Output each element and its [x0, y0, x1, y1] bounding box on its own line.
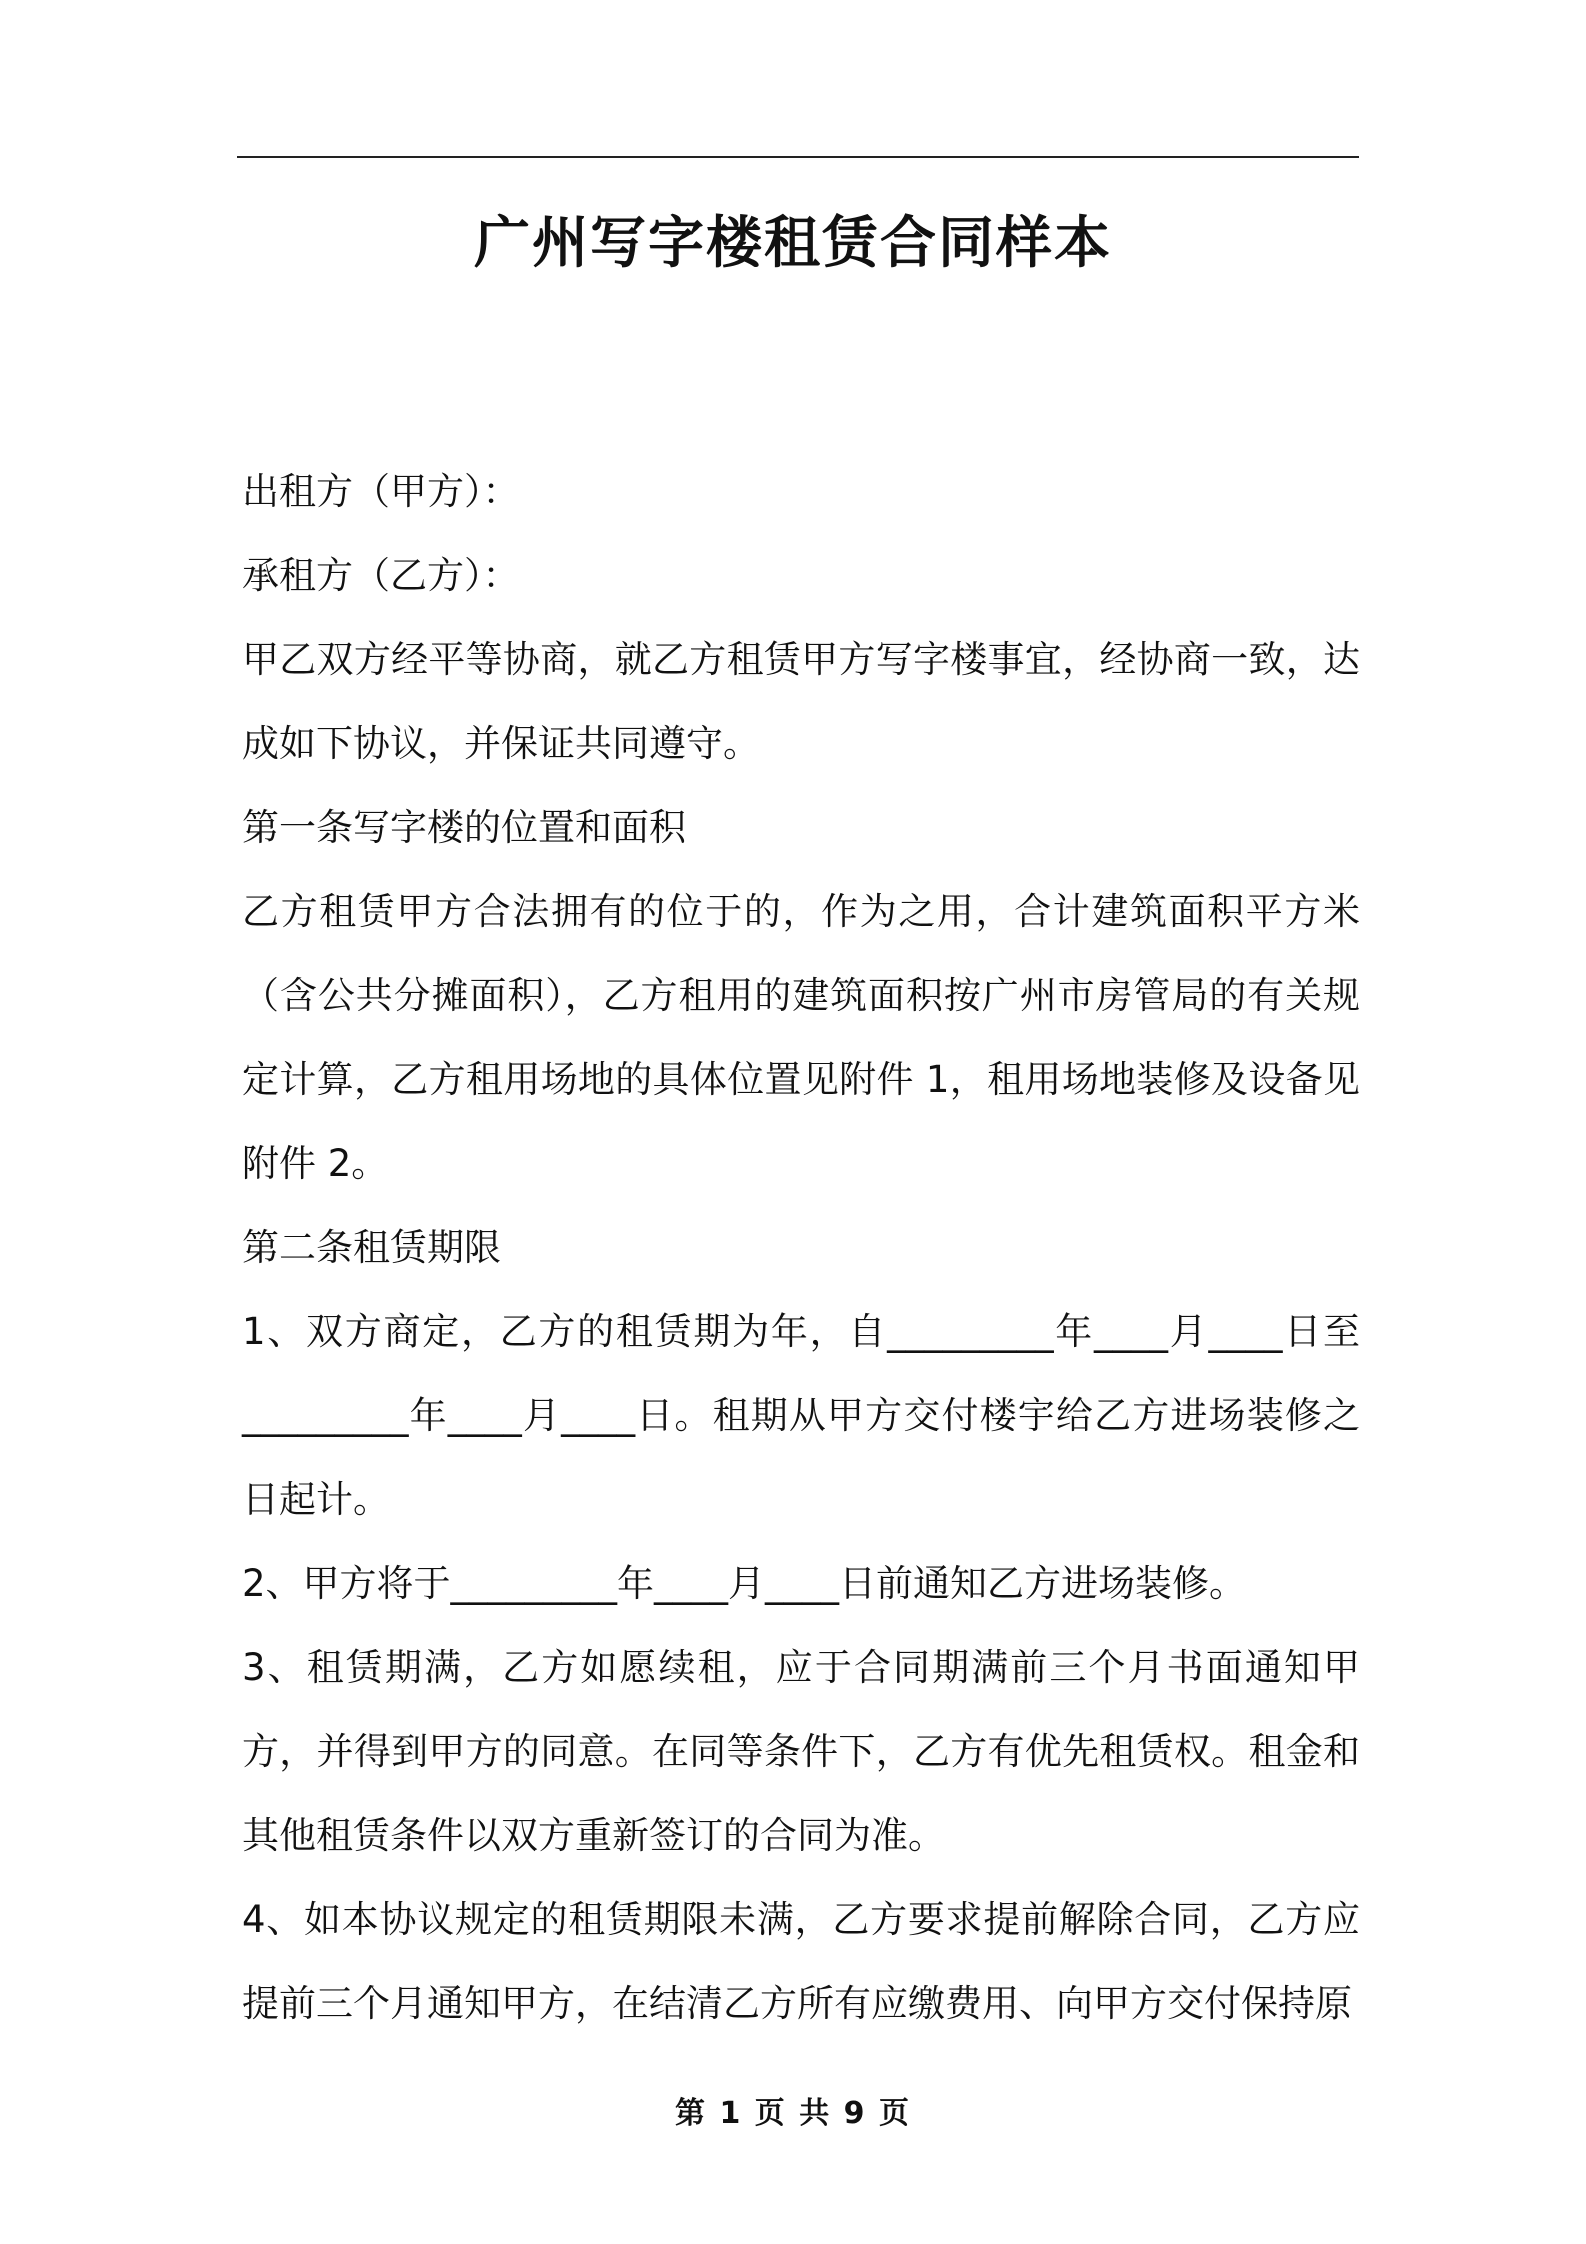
article-2-clause-4: 4、如本协议规定的租赁期限未满，乙方要求提前解除合同，乙方应提前三个月通知甲方，在结清乙方所有应缴费用、向甲方交付保持原 — [242, 1898, 1360, 2025]
article-1-text: 乙方租赁甲方合法拥有的位于的，作为之用，合计建筑面积平方米（含公共分摊面积），乙方租用的建筑面积按广州市房管局的有关规定计算，乙方租用场地的具体位置见附件 1，租用场地装修及设备见附件 2。 — [242, 890, 1360, 1185]
document-body — [242, 450, 1360, 2046]
document-title: 广州写字楼租赁合同样本 — [474, 211, 1112, 276]
paragraph-lessor: 出租方（甲方）： — [242, 470, 520, 513]
article-1-heading: 第一条写字楼的位置和面积 — [242, 806, 686, 849]
article-2-clause-3: 3、租赁期满，乙方如愿续租，应于合同期满前三个月书面通知甲方，并得到甲方的同意。在同等条件下，乙方有优先租赁权。租金和其他租赁条件以双方重新签订的合同为准。 — [242, 1646, 1360, 1857]
paragraph-preamble: 甲乙双方经平等协商，就乙方租赁甲方写字楼事宜，经协商一致，达成如下协议，并保证共同遵守。 — [242, 638, 1360, 765]
article-2-heading: 第二条租赁期限 — [242, 1226, 501, 1269]
article-2-clause-1: 1、双方商定，乙方的租赁期为年，自_________年____月____日至_________年____月____日。租期从甲方交付楼宇给乙方进场装修之日起计。 — [242, 1310, 1360, 1521]
header-rule — [237, 156, 1359, 158]
article-2-clause-2: 2、甲方将于_________年____月____日前通知乙方进场装修。 — [242, 1562, 1247, 1605]
page-number-footer: 第 1 页 共 9 页 — [675, 2096, 911, 2131]
paragraph-lessee: 承租方（乙方）： — [242, 554, 520, 597]
